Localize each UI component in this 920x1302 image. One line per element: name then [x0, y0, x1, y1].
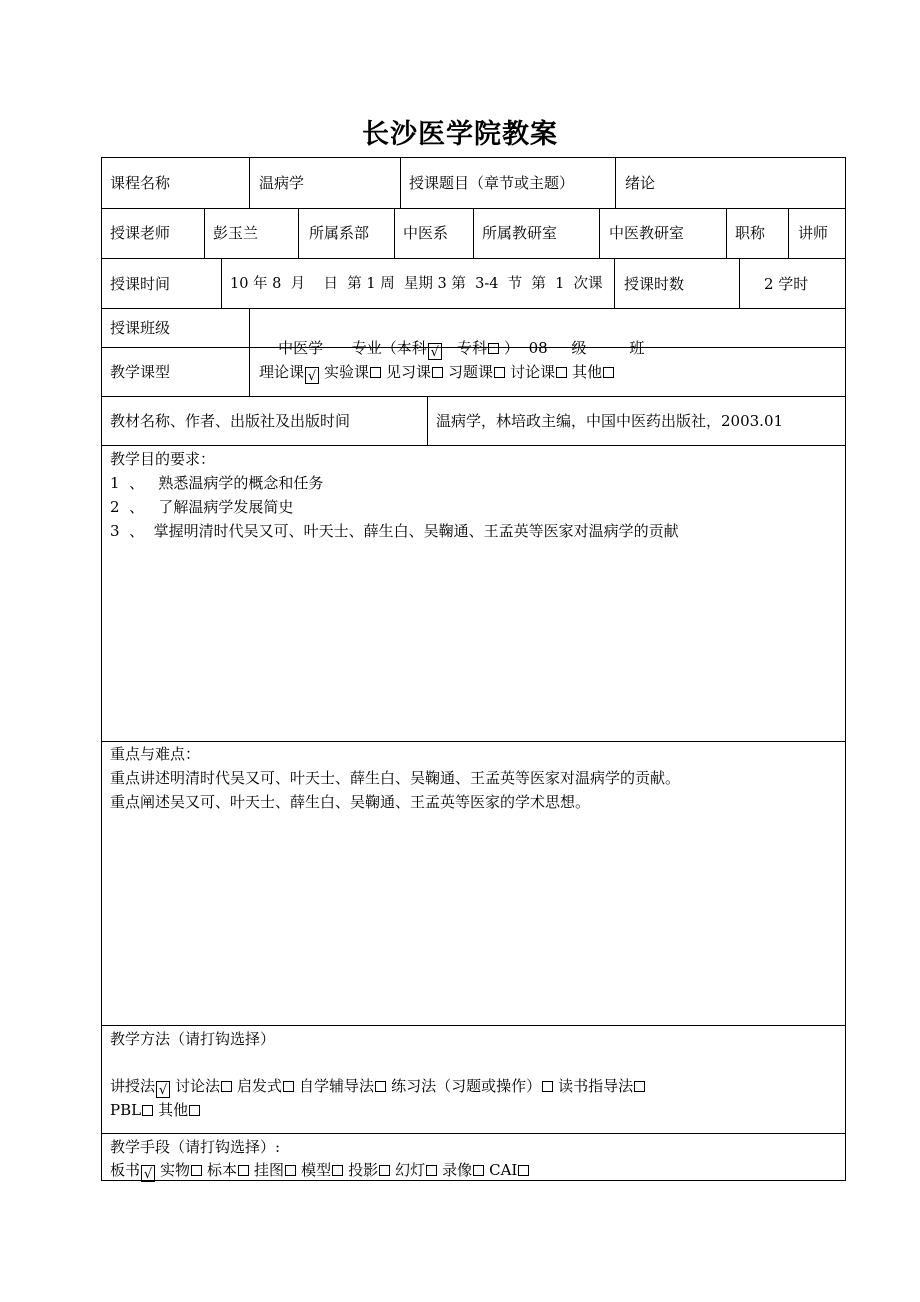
- department-label: 所属系部: [309, 224, 370, 242]
- method-option: [558, 1074, 650, 1098]
- method-checkbox[interactable]: [375, 1081, 386, 1092]
- means-options: [110, 1158, 534, 1182]
- col-divider: [599, 208, 600, 258]
- method-option-label: 讨论法: [175, 1077, 221, 1095]
- means-option-label: 投影: [348, 1161, 379, 1179]
- row-divider: [102, 741, 845, 742]
- means-option-label: 录像: [442, 1161, 473, 1179]
- methods-options-line1: [110, 1074, 650, 1098]
- method-checkbox[interactable]: [189, 1105, 200, 1116]
- method-option-label: PBL: [110, 1101, 142, 1119]
- method-option: [391, 1074, 558, 1098]
- method-checkbox[interactable]: [221, 1081, 232, 1092]
- course-type-checkbox[interactable]: √: [305, 367, 319, 384]
- zhuanke-text: 专科: [457, 339, 488, 357]
- teacher-label: 授课老师: [110, 224, 171, 242]
- col-divider: [249, 308, 250, 396]
- course-type-checkbox[interactable]: [432, 367, 443, 378]
- col-divider: [739, 258, 740, 308]
- course-type-checkbox[interactable]: [603, 367, 614, 378]
- topic-value: 绪论: [625, 174, 656, 192]
- means-checkbox[interactable]: [518, 1165, 529, 1176]
- col-divider: [473, 208, 474, 258]
- method-option: [158, 1098, 205, 1122]
- means-option-label: CAI: [489, 1161, 518, 1179]
- means-checkbox[interactable]: [285, 1165, 296, 1176]
- row-divider: [102, 445, 845, 446]
- row-divider: [102, 396, 845, 397]
- major-text: 中医学: [278, 339, 324, 357]
- objectives-heading: 教学目的要求：: [110, 450, 216, 468]
- office-value: 中医教研室: [609, 224, 685, 242]
- methods-heading: 教学方法（请打钩选择）: [110, 1030, 276, 1048]
- method-option-label: 其他: [158, 1101, 189, 1119]
- means-option-label: 标本: [207, 1161, 238, 1179]
- method-option-label: 读书指导法: [558, 1077, 634, 1095]
- course-type-checkbox[interactable]: [556, 367, 567, 378]
- means-option: [348, 1158, 395, 1182]
- means-checkbox[interactable]: [191, 1165, 202, 1176]
- textbook-label: 教材名称、作者、出版社及出版时间: [110, 412, 351, 430]
- time-label: 授课时间: [110, 275, 171, 293]
- benke-checkbox[interactable]: √: [428, 343, 442, 360]
- course-type-label: 教学课型: [110, 363, 171, 381]
- objective-item: 1 、 熟悉温病学的概念和任务: [110, 474, 324, 492]
- col-divider: [204, 208, 205, 258]
- row-divider: [102, 258, 845, 259]
- means-option: [160, 1158, 207, 1182]
- col-divider: [427, 396, 428, 445]
- course-type-option-label: 讨论课: [510, 363, 556, 381]
- method-option: [237, 1074, 299, 1098]
- methods-options-line2: [110, 1098, 205, 1122]
- page-title: 长沙医学院教案: [362, 119, 558, 150]
- course-type-option: [259, 362, 324, 384]
- means-checkbox[interactable]: √: [141, 1165, 155, 1182]
- class-suffix-text: ） 08 级 班: [504, 339, 645, 357]
- course-type-option: [448, 362, 510, 382]
- course-type-option-label: 实验课: [324, 363, 370, 381]
- course-type-options: [259, 362, 619, 384]
- method-option-label: 启发式: [237, 1077, 283, 1095]
- hours-label: 授课时数: [624, 275, 685, 293]
- col-divider: [394, 208, 395, 258]
- col-divider: [249, 158, 250, 208]
- means-option: [489, 1158, 534, 1182]
- means-option: [110, 1158, 160, 1182]
- method-checkbox[interactable]: [283, 1081, 294, 1092]
- textbook-value: 温病学，林培政主编，中国中医药出版社，2003.01: [436, 412, 784, 430]
- class-label: 授课班级: [110, 319, 171, 337]
- course-type-option-label: 理论课: [259, 363, 305, 381]
- hours-value: 2 学时: [764, 275, 809, 293]
- department-value: 中医系: [403, 224, 449, 242]
- means-checkbox[interactable]: [332, 1165, 343, 1176]
- course-type-option: [572, 362, 619, 382]
- office-label: 所属教研室: [482, 224, 558, 242]
- lesson-plan-table: [101, 157, 846, 1181]
- method-checkbox[interactable]: √: [156, 1081, 170, 1098]
- method-option: [175, 1074, 237, 1098]
- method-option: [110, 1074, 175, 1098]
- method-option: [110, 1098, 158, 1122]
- col-divider: [788, 208, 789, 258]
- course-type-checkbox[interactable]: [370, 367, 381, 378]
- col-divider: [400, 158, 401, 208]
- col-divider: [726, 208, 727, 258]
- course-type-option: [510, 362, 572, 382]
- objective-item: 2 、 了解温病学发展简史: [110, 498, 294, 516]
- rank-value: 讲师: [798, 224, 829, 242]
- course-type-option-label: 见习课: [386, 363, 432, 381]
- course-name-label: 课程名称: [110, 174, 171, 192]
- course-type-option: [386, 362, 448, 382]
- means-checkbox[interactable]: [379, 1165, 390, 1176]
- means-option: [395, 1158, 442, 1182]
- means-option: [301, 1158, 348, 1182]
- time-value: 10 年 8 月 日 第 1 周 星期 3 第 3-4 节 第 1 次课: [230, 276, 603, 292]
- means-option-label: 实物: [160, 1161, 191, 1179]
- method-option: [299, 1074, 391, 1098]
- method-option-label: 讲授法: [110, 1077, 156, 1095]
- keypoints-heading: 重点与难点：: [110, 745, 201, 763]
- col-divider: [221, 258, 222, 308]
- objective-item: 3 、 掌握明清时代吴又可、叶天士、薛生白、吴鞠通、王孟英等医家对温病学的贡献: [110, 522, 679, 540]
- method-option-label: 练习法（习题或操作）: [391, 1077, 542, 1095]
- row-divider: [102, 308, 845, 309]
- method-checkbox[interactable]: [634, 1081, 645, 1092]
- means-checkbox[interactable]: [426, 1165, 437, 1176]
- course-type-option-label: 习题课: [448, 363, 494, 381]
- means-option: [442, 1158, 489, 1182]
- method-checkbox[interactable]: [542, 1081, 553, 1092]
- col-divider: [298, 208, 299, 258]
- means-option-label: 挂图: [254, 1161, 285, 1179]
- means-option-label: 幻灯: [395, 1161, 426, 1179]
- means-option-label: 模型: [301, 1161, 332, 1179]
- means-option: [207, 1158, 254, 1182]
- row-divider: [102, 1133, 845, 1134]
- method-checkbox[interactable]: [142, 1105, 153, 1116]
- topic-label: 授课题目（章节或主题）: [409, 174, 575, 192]
- course-type-option-label: 其他: [572, 363, 603, 381]
- means-option: [254, 1158, 301, 1182]
- means-heading: 教学手段（请打钩选择）:: [110, 1138, 281, 1156]
- zhuanke-checkbox[interactable]: [488, 343, 499, 354]
- col-divider: [614, 258, 615, 308]
- benke-text: 专业（本科: [351, 339, 427, 357]
- col-divider: [615, 158, 616, 208]
- teacher-value: 彭玉兰: [213, 224, 259, 242]
- course-type-checkbox[interactable]: [494, 367, 505, 378]
- row-divider: [102, 1025, 845, 1026]
- method-option-label: 自学辅导法: [299, 1077, 375, 1095]
- course-type-option: [324, 362, 386, 382]
- means-checkbox[interactable]: [238, 1165, 249, 1176]
- rank-label: 职称: [735, 224, 766, 242]
- means-option-label: 板书: [110, 1161, 141, 1179]
- course-name-value: 温病学: [259, 174, 305, 192]
- keypoint-item: 重点讲述明清时代吴又可、叶天士、薛生白、吴鞠通、王孟英等医家对温病学的贡献。: [110, 769, 681, 787]
- keypoint-item: 重点阐述吴又可、叶天士、薛生白、吴鞠通、王孟英等医家的学术思想。: [110, 793, 591, 811]
- means-checkbox[interactable]: [473, 1165, 484, 1176]
